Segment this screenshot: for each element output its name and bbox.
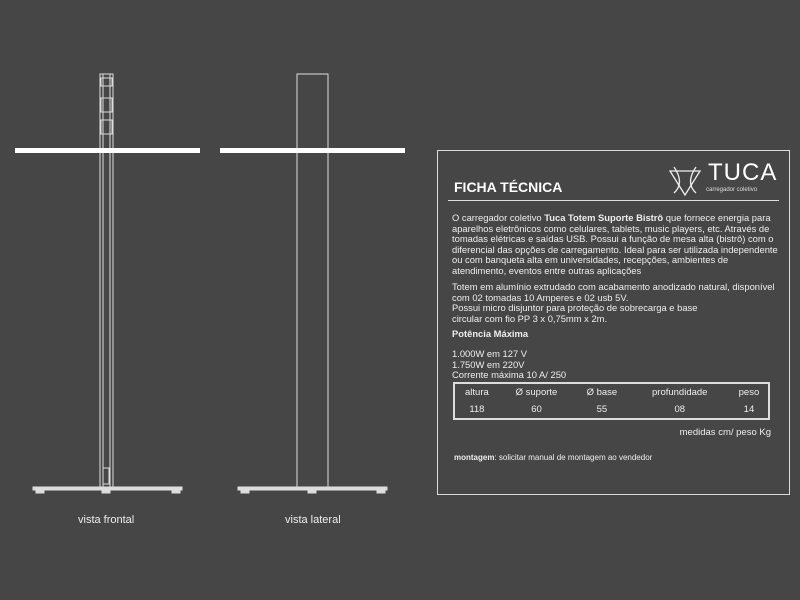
spec-title: FICHA TÉCNICA	[454, 179, 563, 195]
front-tabletop	[15, 148, 200, 153]
header-cell: profundidade	[652, 387, 708, 398]
value-cell: 14	[743, 404, 755, 415]
product-name: Tuca Totem Suporte Bistrô	[544, 212, 664, 223]
table-row	[454, 401, 769, 419]
dimensions-table	[453, 382, 770, 420]
assembly-label: montagem	[454, 453, 495, 462]
power-text: 1.000W em 127 V 1.750W em 220V Corrente máxima 10 A/ 250	[452, 348, 567, 380]
side-view-drawing	[220, 74, 405, 493]
value-cell: 118	[469, 404, 485, 415]
power-title: Potência Máxima	[452, 328, 529, 339]
value-cell: 60	[531, 404, 542, 415]
side-view-label: vista lateral	[285, 514, 341, 526]
side-tabletop	[220, 148, 405, 153]
front-view-drawing	[15, 74, 200, 493]
header-cell: peso	[738, 387, 760, 398]
value-cell: 08	[674, 404, 686, 415]
title-divider	[448, 200, 779, 201]
assembly-text: : solicitar manual de montagem ao vendedor	[494, 453, 653, 462]
intro-text	[452, 213, 782, 276]
description-text: Totem em alumínio extrudado com acabamento anodizado natural, disponível com 02 tomadas 10 Amperes e 02 usb 5V. Possui micro disjuntor para proteção de sobrecarga e base circular com fio PP 3 x 0,75mm x 2m.	[452, 281, 775, 324]
value-cell: 55	[596, 404, 608, 415]
intro-pre: O carregador coletivo	[452, 212, 545, 223]
assembly-note	[454, 453, 652, 462]
units-note: medidas cm/ peso Kg	[679, 427, 771, 438]
table-header-row	[454, 383, 769, 401]
front-view-label: vista frontal	[78, 514, 135, 526]
logo-mark-icon	[666, 163, 704, 199]
logo-tagline: carregador coletivo	[706, 187, 758, 193]
spec-sheet-panel	[437, 150, 790, 495]
header-cell: altura	[465, 387, 489, 398]
header-cell: Ø base	[586, 387, 618, 398]
tuca-logo	[666, 161, 786, 201]
intro-post: que fornece energia para aparelhos eletrônicos como celulares, tablets, music players, etc. Através de tomadas elétricas e saídas USB. Possui a função de mesa alta (bistrô) com o diferencial das opções de carregamento. Ideal para ser utilizada independente ou com banqueta alta em universidades, recepções, ambientes de atendimento, eventos entre outras aplicações	[452, 212, 778, 276]
logo-name: TUCA	[708, 159, 778, 186]
header-cell: Ø suporte	[515, 387, 558, 398]
